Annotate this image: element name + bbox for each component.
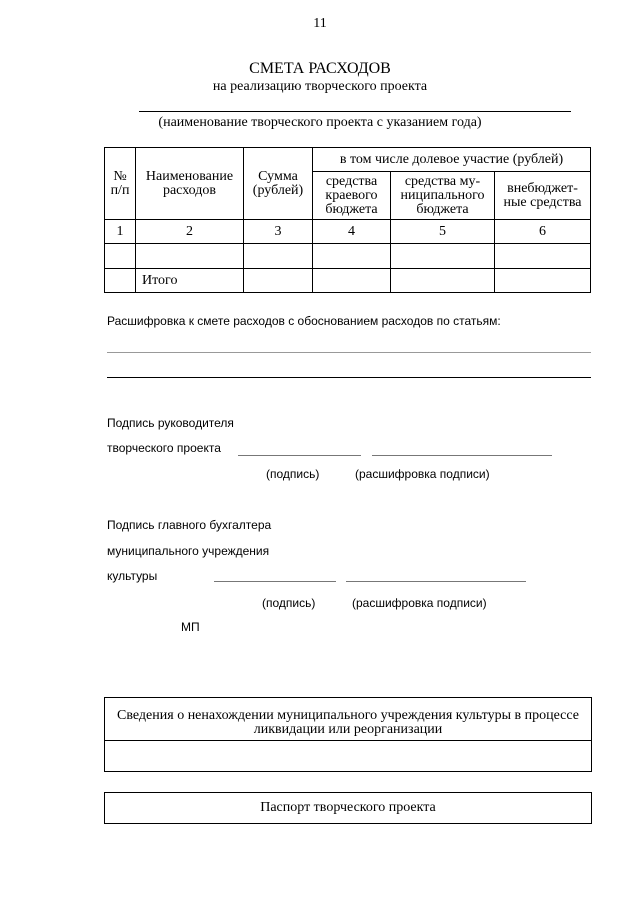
table-cell[interactable] <box>391 244 495 269</box>
leader-signature-line[interactable] <box>238 455 361 456</box>
accountant-signature-label-2: муниципального учреждения <box>107 544 270 558</box>
table-cell[interactable] <box>244 244 313 269</box>
leader-signature-label-2: творческого проекта <box>107 441 221 455</box>
table-cell[interactable] <box>136 244 244 269</box>
header-share-group: в том числе долевое участие (рублей) <box>313 148 591 172</box>
leader-signature-caption: (подпись) <box>266 467 320 481</box>
leader-decode-line[interactable] <box>372 455 552 456</box>
header-municipal: средства му-ниципального бюджета <box>391 172 495 220</box>
header-regional: средства краевого бюджета <box>313 172 391 220</box>
accountant-signature-label-1: Подпись главного бухгалтера <box>107 518 272 532</box>
header-num: № п/п <box>105 148 136 220</box>
accountant-decode-line[interactable] <box>346 581 526 582</box>
column-number: 4 <box>313 220 391 244</box>
column-number: 6 <box>495 220 591 244</box>
header-name: Наименование расходов <box>136 148 244 220</box>
empty-row <box>105 244 591 269</box>
table-cell[interactable] <box>313 269 391 293</box>
table-cell[interactable] <box>105 244 136 269</box>
budget-table <box>104 147 591 293</box>
column-number-row <box>105 220 591 244</box>
decoding-label: Расшифровка к смете расходов с обоснованием расходов по статьям: <box>107 314 501 328</box>
document-subtitle: на реализацию творческого проекта <box>212 79 428 94</box>
project-name-line <box>139 111 571 112</box>
column-number: 2 <box>136 220 244 244</box>
table-cell[interactable] <box>495 269 591 293</box>
accountant-signature-label-3: культуры <box>107 569 158 583</box>
table-cell[interactable] <box>391 269 495 293</box>
column-number: 1 <box>105 220 136 244</box>
header-extra: внебюджет-ные средства <box>495 172 591 220</box>
accountant-decode-caption: (расшифровка подписи) <box>352 596 487 610</box>
leader-signature-label-1: Подпись руководителя <box>107 416 234 430</box>
info-box-field[interactable] <box>105 741 591 771</box>
table-cell[interactable] <box>495 244 591 269</box>
header-sum: Сумма (рублей) <box>244 148 313 220</box>
passport-box: Паспорт творческого проекта <box>104 792 592 824</box>
info-box <box>104 697 592 772</box>
decoding-line-1[interactable] <box>107 352 591 353</box>
leader-decode-caption: (расшифровка подписи) <box>355 467 490 481</box>
accountant-signature-line[interactable] <box>214 581 336 582</box>
total-label: Итого <box>136 269 244 293</box>
table-cell[interactable] <box>244 269 313 293</box>
document-title: СМЕТА РАСХОДОВ <box>249 60 391 77</box>
table-cell[interactable] <box>313 244 391 269</box>
project-name-caption: (наименование творческого проекта с указанием года) <box>158 115 482 130</box>
page-number: 11 <box>313 16 327 31</box>
info-box-title: Сведения о ненахождении муниципального учреждения культуры в процессе ликвидации или реорганизации <box>105 698 591 741</box>
stamp-label: МП <box>181 620 200 634</box>
column-number: 3 <box>244 220 313 244</box>
decoding-line-2[interactable] <box>107 377 591 378</box>
accountant-signature-caption: (подпись) <box>262 596 316 610</box>
table-cell[interactable] <box>105 269 136 293</box>
total-row <box>105 269 591 293</box>
column-number: 5 <box>391 220 495 244</box>
